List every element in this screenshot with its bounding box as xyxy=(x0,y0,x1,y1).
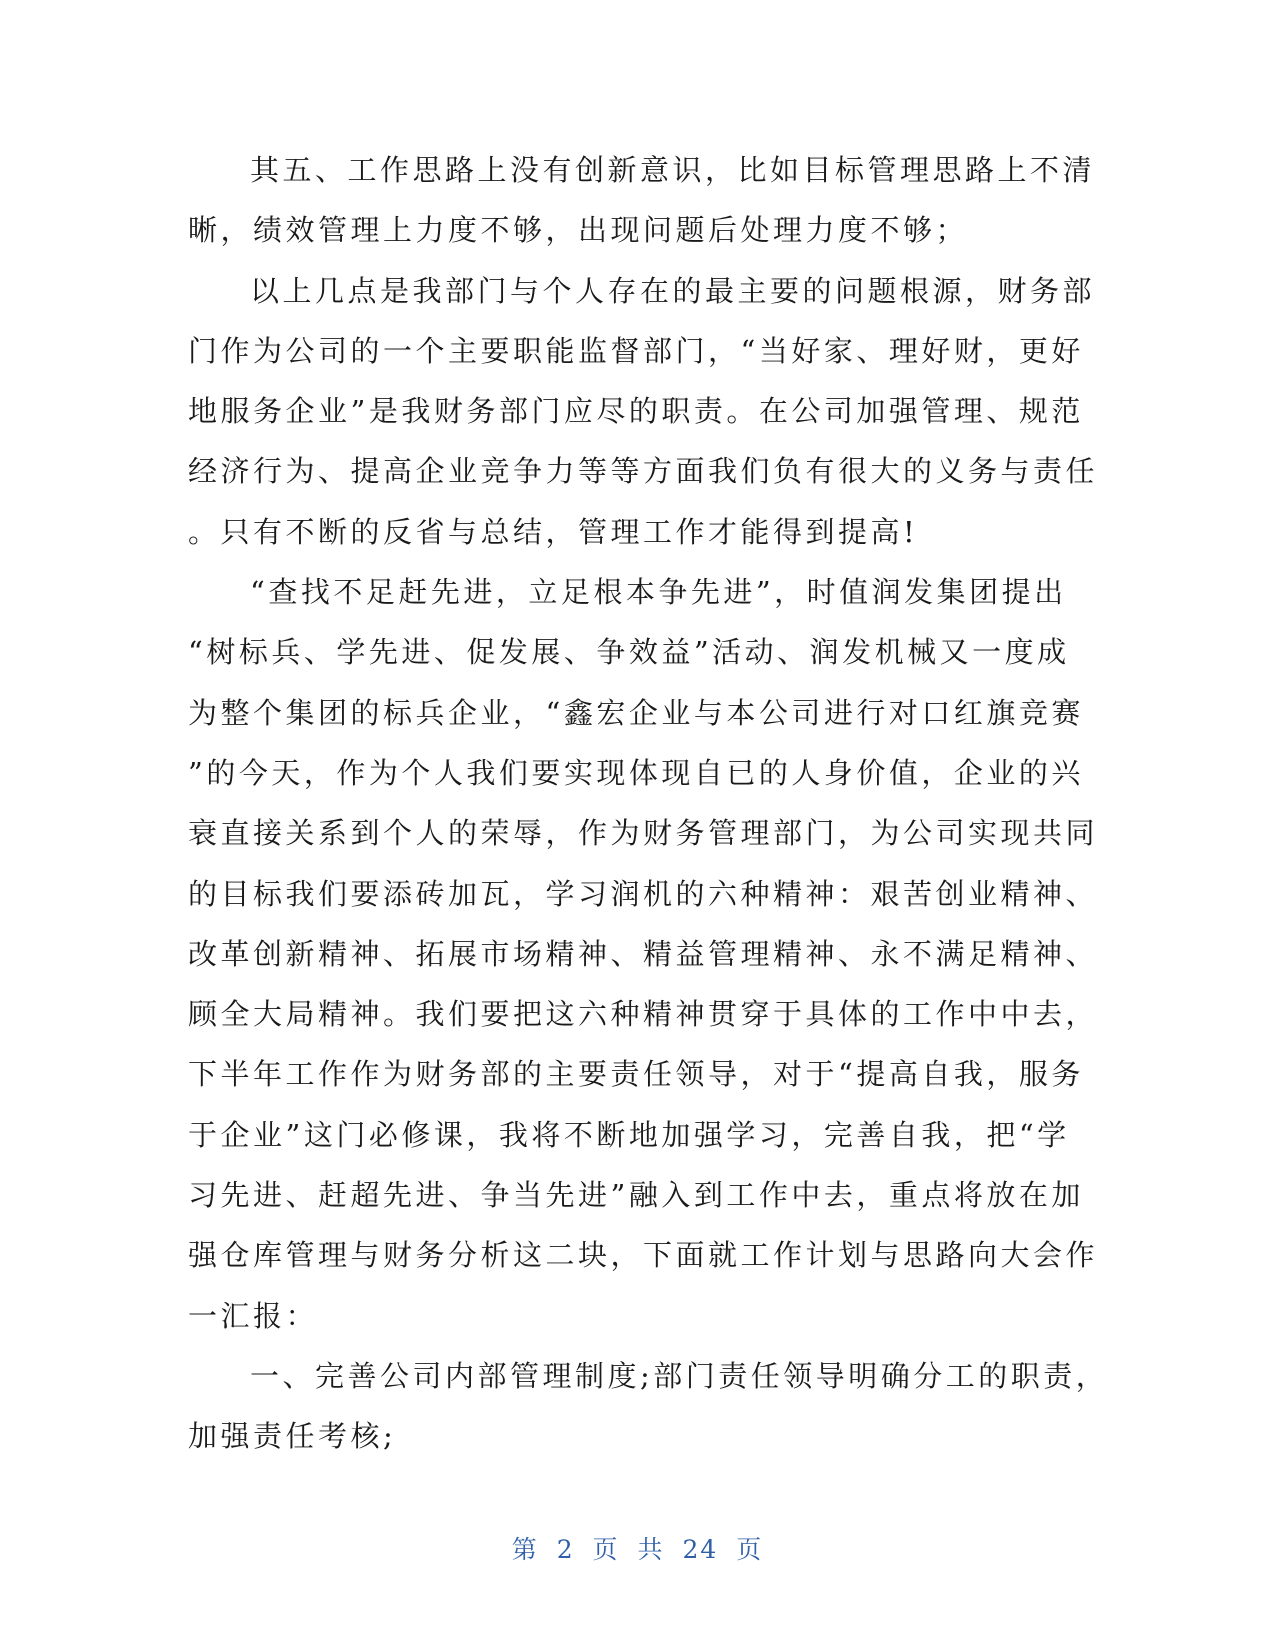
total-prefix: 共 xyxy=(637,1535,665,1564)
paragraph-line: 一、完善公司内部管理制度;部门责任领导明确分工的职责， xyxy=(250,1358,1109,1393)
paragraph-line: 一汇报： xyxy=(188,1298,319,1333)
paragraph-line: 地服务企业”是我财务部门应尽的职责。在公司加强管理、规范 xyxy=(188,394,1084,429)
paragraph-line: 以上几点是我部门与个人存在的最主要的问题根源，财务部 xyxy=(250,273,1096,308)
paragraph-line: 习先进、赶超先进、争当先进”融入到工作中去，重点将放在加 xyxy=(188,1178,1084,1213)
paragraph-line: 顾全大局精神。我们要把这六种精神贯穿于具体的工作中中去， xyxy=(188,997,1099,1032)
paragraph-line: 晰，绩效管理上力度不够，出现问题后处理力度不够； xyxy=(188,213,969,248)
paragraph-line: 为整个集团的标兵企业，“鑫宏企业与本公司进行对口红旗竞赛 xyxy=(188,695,1084,730)
paragraph-line: 的目标我们要添砖加瓦，学习润机的六种精神：艰苦创业精神、 xyxy=(188,876,1099,911)
current-page-number: 2 xyxy=(556,1535,575,1564)
page-mid: 页 xyxy=(592,1535,620,1564)
paragraph-line: 强仓库管理与财务分析这二块，下面就工作计划与思路向大会作 xyxy=(188,1238,1099,1273)
paragraph-line: 经济行为、提高企业竞争力等等方面我们负有很大的义务与责任 xyxy=(188,454,1099,489)
paragraph-line: 。只有不断的反省与总结，管理工作才能得到提高! xyxy=(188,514,919,549)
page-suffix: 页 xyxy=(736,1535,764,1564)
page-prefix: 第 xyxy=(511,1535,539,1564)
total-pages-number: 24 xyxy=(682,1535,719,1564)
paragraph-line: 下半年工作作为财务部的主要责任领导，对于“提高自我，服务 xyxy=(188,1057,1084,1092)
paragraph-line: ”的今天，作为个人我们要实现体现自已的人身价值，企业的兴 xyxy=(188,755,1084,790)
paragraph-line: “树标兵、学先进、促发展、争效益”活动、润发机械又一度成 xyxy=(188,635,1070,670)
paragraph-line: 其五、工作思路上没有创新意识，比如目标管理思路上不清 xyxy=(250,153,1096,187)
paragraph-line: 于企业”这门必修课，我将不断地加强学习，完善自我，把“学 xyxy=(188,1117,1070,1152)
page-number-footer xyxy=(0,1530,1275,1566)
paragraph-line: 加强责任考核; xyxy=(188,1419,397,1454)
paragraph-line: 门作为公司的一个主要职能监督部门，“当好家、理好财，更好 xyxy=(188,333,1084,368)
paragraph-line: “查找不足赶先进，立足根本争先进”，时值润发集团提出 xyxy=(250,575,1067,610)
document-body xyxy=(188,140,1109,1467)
paragraph-line: 改革创新精神、拓展市场精神、精益管理精神、永不满足精神、 xyxy=(188,936,1099,971)
paragraph-line: 衰直接关系到个人的荣辱，作为财务管理部门，为公司实现共同 xyxy=(188,816,1099,851)
